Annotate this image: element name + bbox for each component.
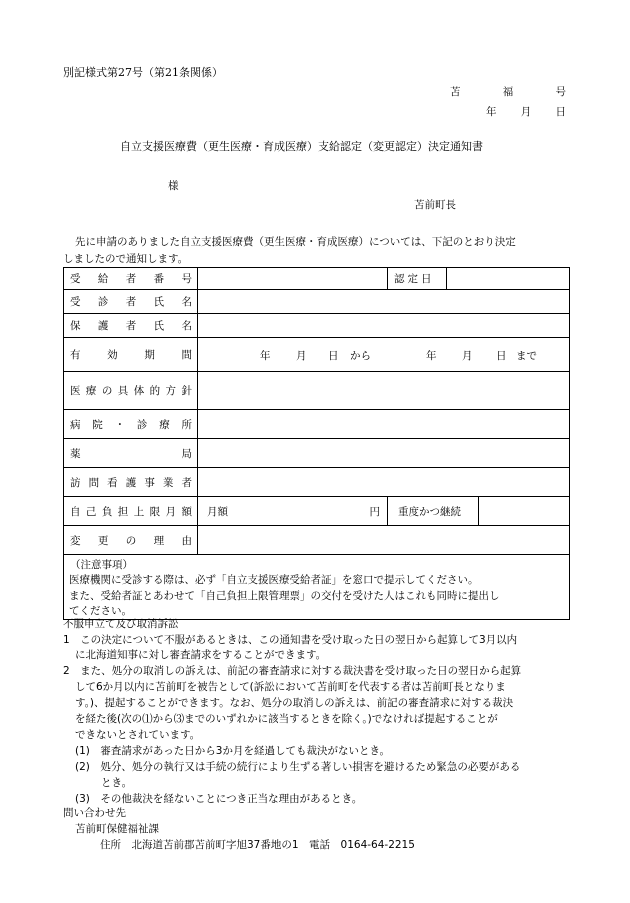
label-change-reason-char: 変 (70, 534, 81, 547)
validity-part: 日 (496, 349, 507, 362)
validity-part: まで (516, 349, 537, 362)
label-limit (64, 497, 198, 526)
ref-middle: 福 (502, 86, 514, 98)
appeal-item1-line2: に北海道知事に対し審査請求をすることができます。 (75, 649, 327, 661)
label-validity-char: 有 (70, 349, 81, 361)
label-change-reason-char: 由 (181, 534, 192, 547)
label-hospital-char: 所 (181, 418, 192, 431)
row-hospital (64, 410, 570, 439)
label-patient-name (64, 290, 198, 314)
appeal-heading: 不服申立て及び取消訴訟 (63, 618, 179, 630)
label-hospital-char: 療 (159, 418, 170, 431)
validity-part: 月 (296, 349, 307, 362)
label-validity (64, 338, 198, 372)
contact-department: 苫前町保健福祉課 (75, 823, 159, 835)
ref-prefix: 苫 (450, 86, 461, 98)
value-recipient-number[interactable] (198, 268, 388, 290)
row-nursing (64, 468, 570, 497)
label-change-reason (64, 526, 198, 555)
label-limit-char: 月 (165, 505, 177, 518)
label-hospital-char: 病 (70, 418, 81, 431)
label-guardian-name-char: 者 (125, 320, 137, 332)
label-limit-char: 己 (85, 505, 97, 518)
label-recipient-number (64, 268, 198, 290)
value-hospital[interactable] (198, 410, 570, 439)
issue-date (486, 104, 566, 119)
label-pharmacy-char: 薬 (70, 447, 81, 460)
validity-part: 日 (328, 349, 339, 362)
value-change-reason[interactable] (198, 526, 570, 555)
value-guardian-name[interactable] (198, 314, 570, 338)
intro-line-1: 先に申請のありました自立支援医療費（更生医療・育成医療）については、下記のとおり決定 (75, 236, 516, 248)
row-pharmacy (64, 439, 570, 468)
label-patient-name-char: 名 (181, 296, 192, 308)
date-month: 月 (520, 106, 532, 118)
appeal-sub2-line1: (2) 処分、処分の執行又は手続の続行により生ずる著しい損害を避けるため緊急の必要がある (75, 761, 521, 773)
label-nursing-char: 事 (144, 476, 155, 489)
label-recipient-number-char: 番 (153, 273, 165, 285)
label-guardian-name-char: 護 (97, 320, 109, 332)
label-validity-char: 期 (144, 349, 155, 361)
value-validity (198, 338, 570, 372)
value-severe[interactable] (479, 497, 570, 526)
value-cert-date[interactable] (447, 268, 570, 290)
label-pharmacy (64, 439, 198, 468)
row-recipient-number (64, 268, 570, 290)
row-change-reason (64, 526, 570, 555)
label-limit-char: 上 (133, 505, 145, 518)
label-limit-char: 限 (149, 505, 161, 518)
reference-number (450, 84, 566, 99)
label-patient-name-char: 受 (70, 296, 81, 308)
label-limit-char: 額 (181, 505, 192, 518)
label-guardian-name-char: 氏 (153, 320, 165, 332)
validity-part: 年 (260, 349, 271, 362)
yen-label: 円 (369, 505, 380, 518)
row-notes (64, 555, 570, 620)
document-title: 自立支援医療費（更生医療・育成医療）支給認定（変更認定）決定通知書 (120, 140, 483, 153)
addressee-suffix: 様 (168, 180, 179, 192)
label-change-reason-char: 更 (97, 534, 109, 547)
label-nursing-char: 業 (162, 476, 174, 489)
sender-name: 苫前町長 (414, 199, 456, 211)
row-limit (64, 497, 570, 526)
appeal-sub1: (1) 審査請求があった日から3か月を経過しても裁決がないとき。 (75, 745, 391, 757)
label-treatment-char: 具 (117, 385, 129, 397)
label-validity-char: 効 (107, 349, 118, 361)
contact-heading: 問い合わせ先 (63, 807, 126, 819)
date-day: 日 (555, 106, 566, 118)
date-year: 年 (486, 106, 497, 118)
label-limit-char: 負 (101, 505, 113, 518)
validity-part: から (350, 349, 371, 362)
label-pharmacy-char: 局 (181, 447, 192, 460)
appeal-item2-line4: を経た後(次の⑴から⑶までのいずれかに該当するときを除く。)でなければ提起することが (75, 713, 498, 725)
ref-suffix: 号 (555, 86, 566, 98)
value-treatment[interactable] (198, 372, 570, 410)
label-treatment-char: 療 (85, 385, 97, 397)
label-recipient-number-char: 給 (97, 273, 109, 285)
notes-line-3: てください。 (69, 605, 132, 617)
label-patient-name-char: 者 (125, 296, 137, 308)
row-patient-name (64, 290, 570, 314)
decision-table (63, 267, 570, 620)
value-nursing[interactable] (198, 468, 570, 497)
row-guardian-name (64, 314, 570, 338)
appeal-sub3: (3) その他裁決を経ないことにつき正当な理由があるとき。 (75, 793, 363, 805)
label-nursing-char: 者 (181, 476, 192, 489)
contact-address: 住所 北海道苫前郡苫前町字旭37番地の1 電話 0164-64-2215 (100, 839, 415, 851)
label-treatment-char: 医 (70, 385, 81, 397)
label-nursing-char: 護 (125, 476, 137, 489)
form-number: 別記様式第27号（第21条関係） (63, 66, 223, 79)
label-limit-char: 自 (70, 505, 81, 518)
label-recipient-number-char: 号 (181, 273, 192, 285)
label-limit-char: 担 (117, 505, 129, 518)
label-validity-char: 間 (181, 349, 192, 361)
notes-title: （注意事項） (70, 559, 133, 571)
appeal-item2-line1: 2 また、処分の取消しの訴えは、前記の審査請求に対する裁決書を受け取った日の翌日から起算 (63, 665, 522, 677)
appeal-item1-line1: 1 この決定について不服があるときは、この通知書を受け取った日の翌日から起算して3月以内 (63, 634, 518, 646)
label-severe: 重度かつ継続 (388, 497, 479, 526)
label-treatment (64, 372, 198, 410)
label-cert-date: 認定日 (388, 268, 447, 290)
label-treatment-char: の (101, 385, 113, 397)
label-change-reason-char: の (125, 534, 137, 547)
value-patient-name[interactable] (198, 290, 570, 314)
label-nursing-char: 看 (107, 476, 118, 489)
label-treatment-char: 的 (149, 385, 161, 397)
label-nursing-char: 訪 (70, 476, 81, 489)
row-validity (64, 338, 570, 372)
label-hospital (64, 410, 198, 439)
value-monthly[interactable] (198, 497, 388, 526)
intro-line-2: しましたので通知します。 (63, 253, 189, 265)
label-change-reason-char: 理 (153, 534, 165, 547)
label-guardian-name-char: 名 (181, 320, 192, 332)
label-hospital-char: 診 (136, 418, 148, 431)
label-recipient-number-char: 者 (125, 273, 137, 285)
monthly-label: 月額 (207, 505, 228, 518)
label-treatment-char: 針 (181, 385, 192, 397)
row-treatment (64, 372, 570, 410)
notes-cell (64, 555, 570, 620)
label-patient-name-char: 氏 (153, 296, 165, 308)
label-recipient-number-char: 受 (70, 273, 81, 285)
label-guardian-name-char: 保 (70, 320, 81, 332)
notes-line-2: また、受給者証とあわせて「自己負担上限管理票」の交付を受けた人はこれも同時に提出し (69, 590, 500, 602)
label-guardian-name (64, 314, 198, 338)
validity-part: 月 (462, 349, 473, 362)
label-hospital-char: 院 (92, 418, 103, 431)
validity-part: 年 (426, 349, 437, 362)
appeal-item2-line5: できないとされています。 (75, 729, 201, 741)
appeal-item2-line3: す。)、提起することができます。なお、処分の取消しの訴えは、前記の審査請求に対する裁決 (75, 697, 514, 709)
label-hospital-char: ・ (114, 418, 126, 431)
label-nursing (64, 468, 198, 497)
notes-line-1: 医療機関に受診する際は、必ず「自立支援医療受給者証」を窓口で提示してください。 (69, 574, 479, 586)
appeal-sub2-line2: とき。 (101, 777, 133, 789)
value-pharmacy[interactable] (198, 439, 570, 468)
appeal-item2-line2: して6か月以内に苫前町を被告として(訴訟において苫前町を代表する者は苫前町長となりま (75, 681, 506, 693)
label-patient-name-char: 診 (97, 296, 109, 308)
label-nursing-char: 問 (88, 476, 100, 489)
label-treatment-char: 方 (165, 385, 177, 397)
label-treatment-char: 体 (133, 385, 145, 397)
